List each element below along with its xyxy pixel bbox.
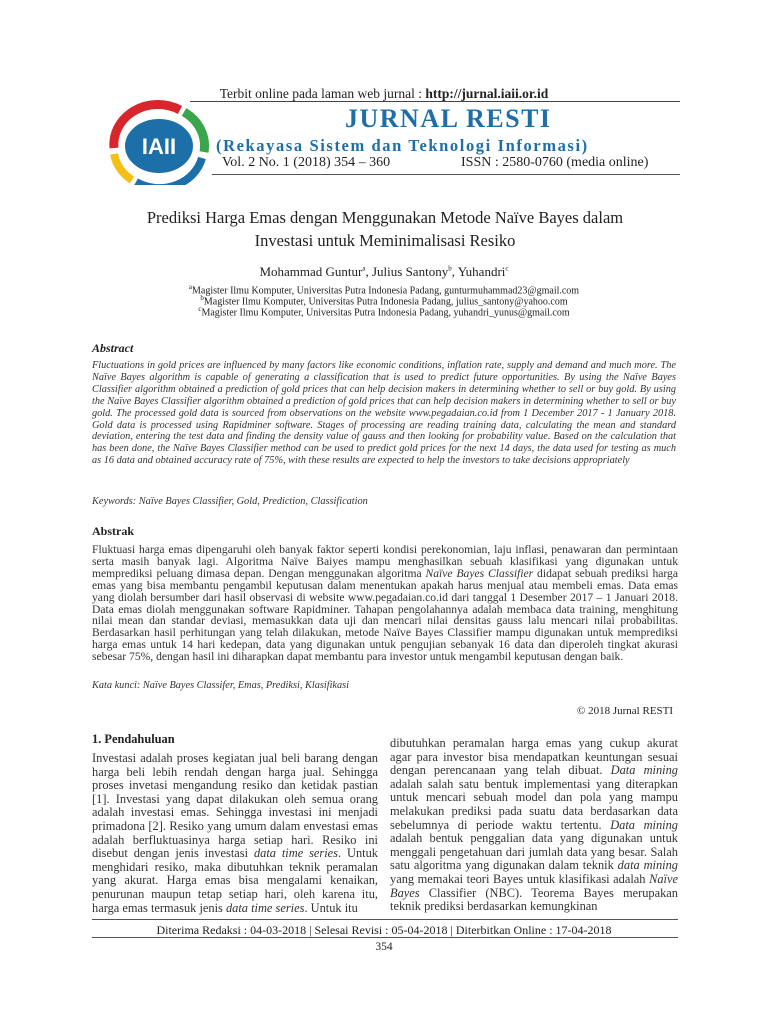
affil-text: Magister Ilmu Komputer, Universitas Putra Indonesia Padang, gunturmuhammad23@gmail.com [192, 285, 580, 297]
title-line-1: Prediksi Harga Emas dengan Menggunakan Metode Naïve Bayes dalam [146, 208, 624, 227]
footer-rule-bottom [92, 937, 678, 938]
author-name: Yuhandri [457, 264, 506, 279]
footer-rule [92, 919, 678, 920]
journal-name: JURNAL RESTI [345, 104, 552, 133]
footer-dates: Diterima Redaksi : 04-03-2018 | Selesai Revisi : 05-04-2018 | Diterbitkan Online : 17-04-2018 [156, 923, 612, 937]
affil-text: Magister Ilmu Komputer, Universitas Putra Indonesia Padang, yuhandri_yunus@gmail.com [201, 307, 570, 319]
abstract-heading: Abstract [92, 341, 134, 355]
affil-sup: a [188, 283, 193, 291]
author-sup: b [448, 264, 452, 273]
author-name: Mohammad Guntur [259, 264, 363, 279]
abstract-body: Fluctuations in gold prices are influenced by many factors like economic conditions, inflation rate, supply and demand and much more. The Naïve Bayes algorithm is capable of generating a classification that is used to predict future opportunities. By using the Naïve Bayes Classifier algorithm obtained a prediction of gold prices that can help decision makers in determining whether to sell or buy gold. By using the Naïve Bayes Classifier algorithm obtained a prediction of gold prices that can help decision makers in determining whether to sell or buy gold. The processed gold data is sourced from observations on the website www.pegadaian.co.id from 1 December 2017 - 1 January 2018. Gold data is processed using Rapidminer software. Stages of processing are reading training data, calculating the mean and standard deviation, entering the test data and finding the density value of gauss and then looking for probability value. Based on the calculation that has been done, the Naïve Bayes Classifier method can be used to predict gold prices for the next 14 days, the data used for testing as much as 16 data and obtained accuracy rate of 75%, with these results are expected to help the investors to take decisions appropriately [92, 360, 676, 467]
paper-title [60, 206, 710, 252]
section-heading-intro: 1. Pendahuluan [92, 732, 175, 746]
affil-sup: c [198, 305, 202, 313]
abstrak-body: Fluktuasi harga emas dipengaruhi oleh banyak faktor seperti kondisi perekonomian, laju inflasi, penawaran dan permintaan serta masih banyak lagi. Algoritma Naïve Baiyes mampu menghasilkan sebuah klasifikasi yang digunakan untuk memprediksi peluang dimasa depan. Dengan menggunakan algoritma Naïve Bayes Classifier didapat sebuah prediksi harga emas yang bisa membantu pengambil keputusan dalam menentukan apakah harus menjual atau membeli emas. Data emas yang diolah bersumber dari hasil observasi di website www.pegadaian.co.id dari tanggal 1 Desember 2017 – 1 Januari 2018. Data emas diolah menggunakan software Rapidminer. Tahapan pengolahannya adalah membaca data training, menghitung nilai mean dan standar deviasi, memasukkan data uji dan mencari nilai densitas gauss lalu mencari nilai probabilitas. Berdasarkan hasil perhitungan yang telah dilakukan, metode Naïve Bayes Classifier mampu digunakan untuk memprediksi harga emas untuk 14 hari kedepan, data yang digunakan untuk pengujian sebanyak 16 data dan diperoleh tingkat akurasi sebesar 75%, dengan hasil ini diharapkan dapat membantu para investor untuk mengambil keputusan dengan baik. [92, 543, 678, 664]
page-number: 354 [375, 941, 393, 953]
keywords-en: Keywords: Naïve Bayes Classifier, Gold, Prediction, Classification [92, 496, 368, 507]
author-sup: a [362, 264, 366, 273]
author-sup: c [505, 264, 509, 273]
online-text: Terbit online pada laman web jurnal : [219, 86, 426, 101]
author-name: Julius Santony [371, 264, 449, 279]
abstrak-heading: Abstrak [92, 524, 135, 538]
volume-info: Vol. 2 No. 1 (2018) 354 – 360 [222, 155, 391, 170]
copyright: © 2018 Jurnal RESTI [577, 705, 674, 717]
iaii-logo [106, 100, 211, 185]
header-rule [190, 101, 680, 102]
affiliation [0, 304, 768, 319]
keywords-id: Kata kunci: Naïve Bayes Classifer, Emas, Prediksi, Klasifikasi [92, 680, 350, 691]
affil-text: Magister Ilmu Komputer, Universitas Putra Indonesia Padang, julius_santony@yahoo.com [203, 296, 568, 308]
affil-sup: b [200, 294, 204, 302]
intro-column-1: Investasi adalah proses kegiatan jual beli barang dengan harga beli lebih rendah dengan harga jual. Sehingga proses invetasi mengandung resiko dan ketidak pastian [1]. Investasi yang dapat dilakukan oleh semua orang adalah investasi emas. Sehingga investasi ini menjadi primadona [2]. Resiko yang umum dalam envestasi emas adalah berfluktuasinya harga setiap hari. Resiko ini disebut dengan jenis investasi data time series. Untuk menghidari resiko, maka dibutuhkan teknik peramalan yang akurat. Harga emas bisa mengalami kenaikan, penurunan maupun tetap setiap hari, oleh karena itu, harga emas termasuk jenis data time series. Untuk itu [92, 751, 378, 915]
intro-column-2: dibutuhkan peramalan harga emas yang cukup akurat agar para investor bisa mendapatkan keuntungan sesuai dengan perencanaan yang telah dibuat. Data mining adalah salah satu bentuk implementasi yang diterapkan untuk mencari sebuah model dan pola yang mampu melakukan prediksi pada suatu data berdasarkan data sebelumnya di periode waktu tertentu. Data mining adalah bentuk penggalian data yang digunakan untuk menggali pengetahuan dari jumlah data yang besar. Salah satu algoritma yang digunakan dalam teknik data mining yang memakai teori Bayes untuk klasifikasi adalah Naïve Bayes Classifier (NBC). Teorema Bayes merupakan teknik prediksi berdasarkan kemungkinan [390, 736, 678, 914]
issn-info: ISSN : 2580-0760 (media online) [461, 155, 649, 170]
title-line-2: Investasi untuk Meminimalisasi Resiko [254, 231, 516, 250]
logo-text: IAII [141, 134, 177, 159]
journal-url[interactable]: http://jurnal.iaii.or.id [425, 86, 549, 101]
journal-subtitle: (Rekayasa Sistem dan Teknologi Informasi) [216, 136, 589, 155]
header-rule-bottom [212, 174, 680, 175]
author-list: Mohammad Guntur$^a$, Julius Santony$^b$, Yuhandri$^c$ [259, 264, 509, 279]
